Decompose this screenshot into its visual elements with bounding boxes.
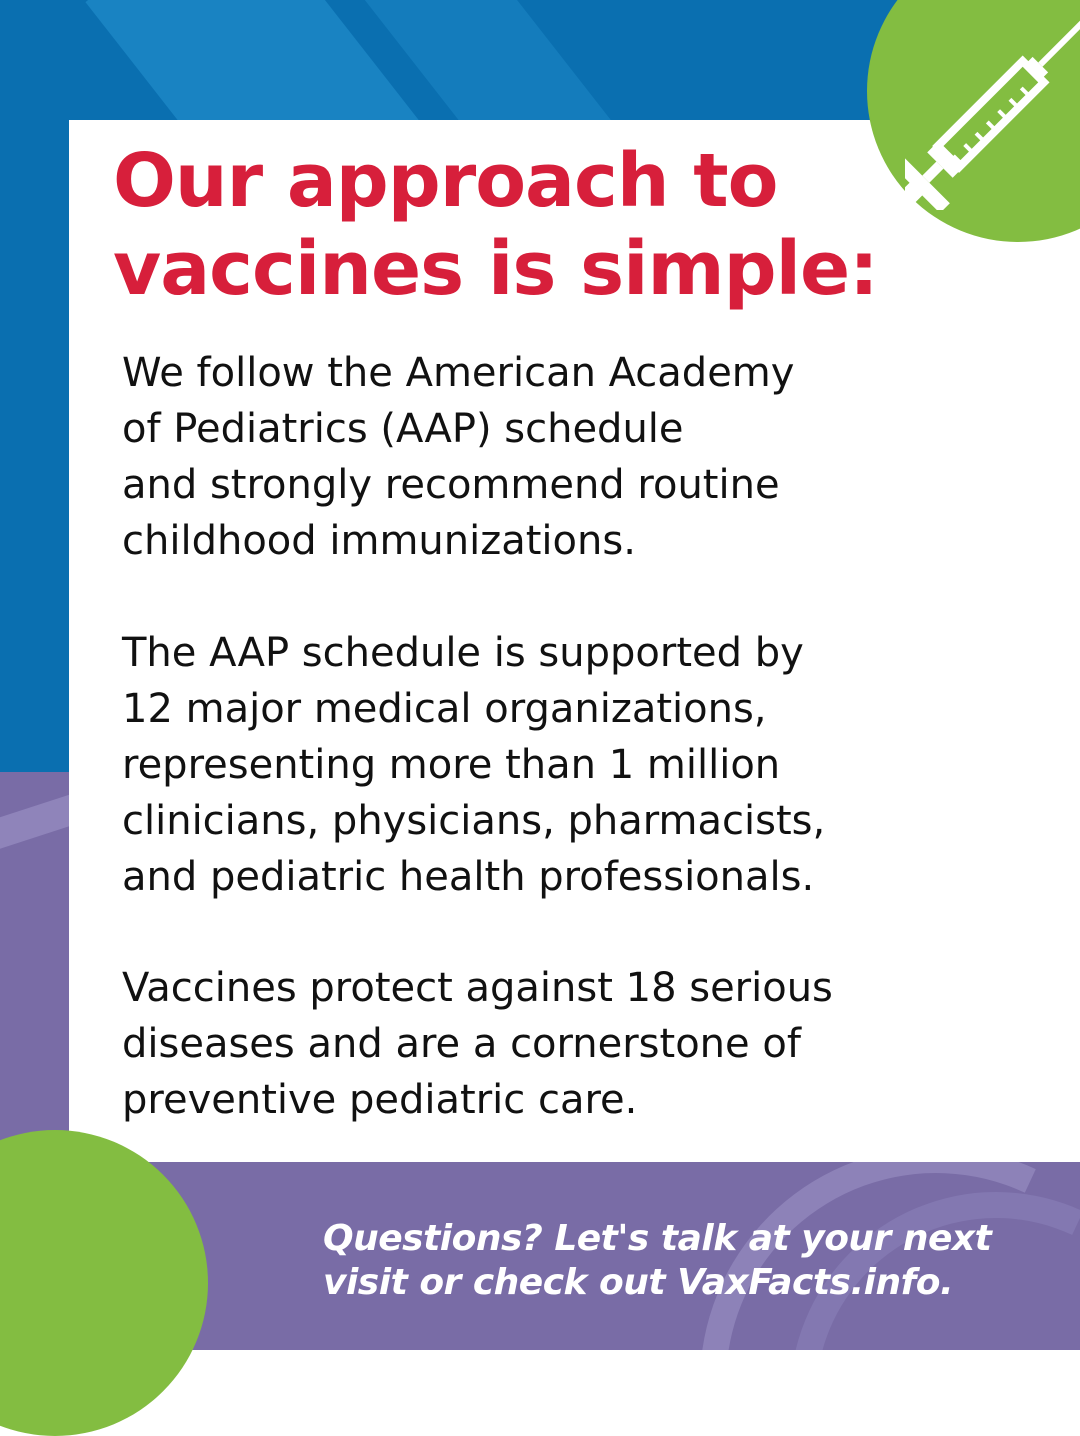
syringe-icon: [905, 0, 1080, 210]
headline: Our approach to vaccines is simple:: [113, 138, 878, 312]
call-to-action: Questions? Let's talk at your next visit or check out VaxFacts.info.: [323, 1218, 992, 1303]
paragraph-aap-schedule: We follow the American Academy of Pediatrics (AAP) schedule and strongly recommend routine childhood immunizations.: [122, 350, 795, 564]
paragraph-supporting-organizations: The AAP schedule is supported by 12 major medical organizations, representing more than 1 million clinicians, physicians, pharmacists, and pediatric health professionals.: [122, 630, 826, 900]
paragraph-disease-protection: Vaccines protect against 18 serious diseases and are a cornerstone of preventive pediatric care.: [122, 965, 833, 1123]
